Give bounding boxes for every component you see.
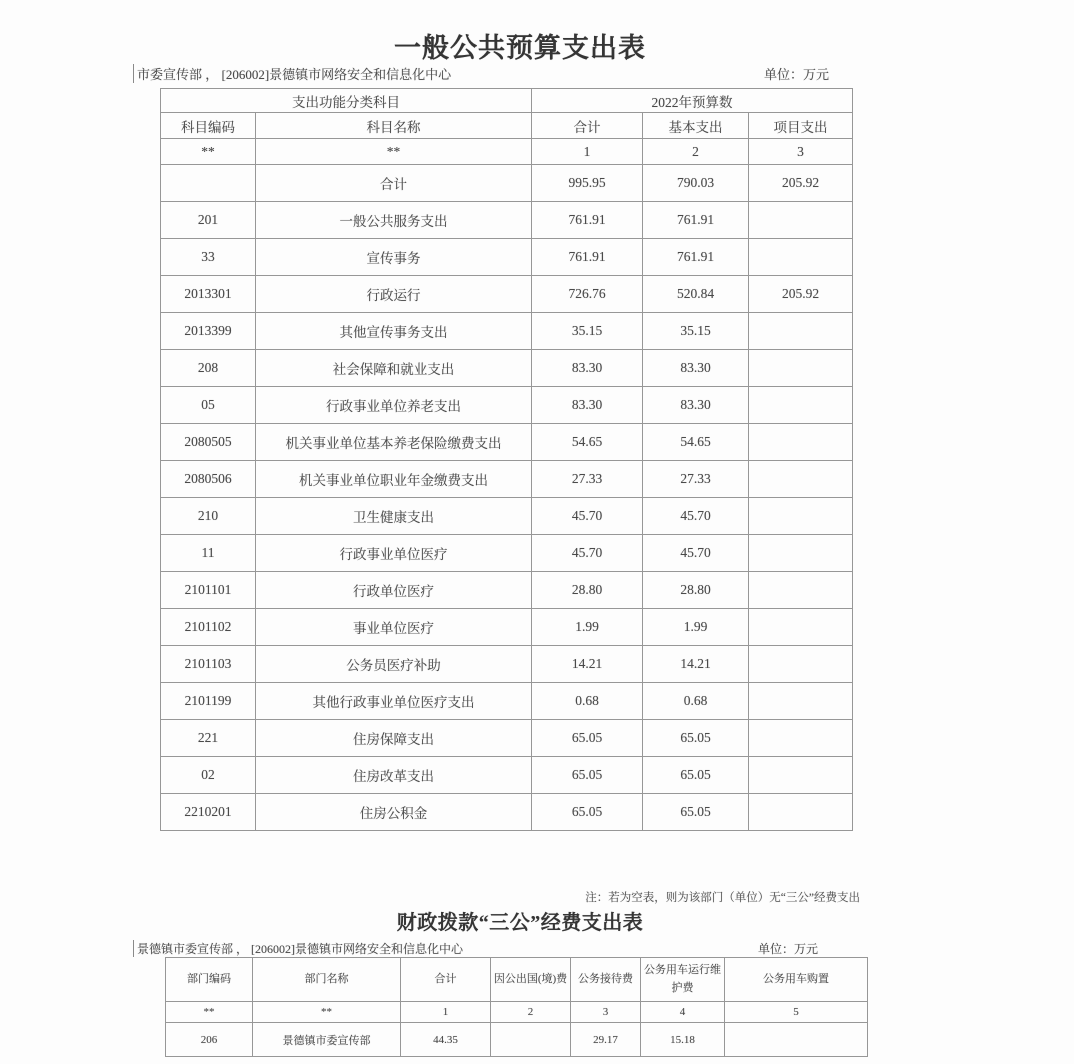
- table-cell: 45.70: [643, 535, 749, 572]
- table-cell: [491, 1023, 571, 1057]
- index-cell: 3: [749, 139, 853, 165]
- table-cell: 35.15: [643, 313, 749, 350]
- table-cell: 1.99: [643, 609, 749, 646]
- col-header-dept-code: 部门编码: [166, 958, 253, 1002]
- table-cell: [749, 609, 853, 646]
- table-cell: 35.15: [532, 313, 643, 350]
- budget-row: [161, 794, 853, 831]
- table-cell: 65.05: [532, 720, 643, 757]
- table-cell: 726.76: [532, 276, 643, 313]
- table1-org-line: 市委宣传部 ， [206002]景德镇市网络安全和信息化中心: [133, 64, 451, 83]
- table-cell: 14.21: [532, 646, 643, 683]
- col-header-basic-expenditure: 基本支出: [643, 113, 749, 139]
- col-header-project-expenditure: 项目支出: [749, 113, 853, 139]
- index-cell: 2: [491, 1002, 571, 1023]
- table-cell: 11: [161, 535, 256, 572]
- table-cell: 208: [161, 350, 256, 387]
- table-cell: 行政运行: [256, 276, 532, 313]
- table-cell: 2080505: [161, 424, 256, 461]
- table-cell: 65.05: [643, 794, 749, 831]
- table-cell: 27.33: [532, 461, 643, 498]
- table-cell: 54.65: [643, 424, 749, 461]
- table1-title: 一般公共预算支出表: [394, 33, 646, 63]
- col-header-subject-name: 科目名称: [256, 113, 532, 139]
- index-cell: 1: [401, 1002, 491, 1023]
- table-cell: 其他行政事业单位医疗支出: [256, 683, 532, 720]
- table-cell: 995.95: [532, 165, 643, 202]
- col-header-abroad-expense: 因公出国(境)费: [491, 958, 571, 1002]
- table-cell: 210: [161, 498, 256, 535]
- table-cell: 行政事业单位医疗: [256, 535, 532, 572]
- budget-row: [161, 239, 853, 276]
- table-cell: [749, 387, 853, 424]
- table-cell: [749, 757, 853, 794]
- table-cell: 201: [161, 202, 256, 239]
- table-cell: [749, 202, 853, 239]
- table-cell: 事业单位医疗: [256, 609, 532, 646]
- budget-row: [161, 165, 853, 202]
- table-cell: 65.05: [532, 794, 643, 831]
- table2-index-row: [166, 1002, 868, 1023]
- table-cell: 761.91: [532, 202, 643, 239]
- table-cell: 2101101: [161, 572, 256, 609]
- table-cell: 45.70: [532, 498, 643, 535]
- table-cell: 54.65: [532, 424, 643, 461]
- table-cell: 其他宣传事务支出: [256, 313, 532, 350]
- col-header-dept-name: 部门名称: [253, 958, 401, 1002]
- table-cell: 65.05: [643, 757, 749, 794]
- budget-row: [161, 461, 853, 498]
- table-cell: 机关事业单位职业年金缴费支出: [256, 461, 532, 498]
- index-cell: **: [161, 139, 256, 165]
- table-cell: 2101199: [161, 683, 256, 720]
- table1-group-header-subject: 支出功能分类科目: [161, 89, 532, 113]
- table-cell: 2013301: [161, 276, 256, 313]
- table-cell: [749, 572, 853, 609]
- table-cell: 宣传事务: [256, 239, 532, 276]
- table-cell: [749, 424, 853, 461]
- table-cell: 83.30: [643, 350, 749, 387]
- table-cell: 2013399: [161, 313, 256, 350]
- table-cell: 0.68: [643, 683, 749, 720]
- table1-column-header-row: [161, 113, 853, 139]
- three-public-expense-table: [165, 957, 868, 1057]
- table-cell: 2210201: [161, 794, 256, 831]
- index-cell: 1: [532, 139, 643, 165]
- table-cell: 761.91: [643, 239, 749, 276]
- budget-row: [161, 646, 853, 683]
- budget-row: [161, 757, 853, 794]
- table1-group-header-budget-2022: 2022年预算数: [532, 89, 853, 113]
- table-cell: 行政事业单位养老支出: [256, 387, 532, 424]
- table-cell: [749, 498, 853, 535]
- table-cell: 机关事业单位基本养老保险缴费支出: [256, 424, 532, 461]
- table1-unit-label: 单位：万元: [764, 67, 830, 82]
- table-cell: 1.99: [532, 609, 643, 646]
- budget-row: [161, 276, 853, 313]
- table-cell: 65.05: [643, 720, 749, 757]
- budget-row: [161, 720, 853, 757]
- budget-row: [161, 572, 853, 609]
- index-cell: 2: [643, 139, 749, 165]
- table-cell: 合计: [256, 165, 532, 202]
- budget-row: [161, 609, 853, 646]
- table-cell: 2101103: [161, 646, 256, 683]
- table-cell: 29.17: [571, 1023, 641, 1057]
- col-header-reception-expense: 公务接待费: [571, 958, 641, 1002]
- table-cell: [749, 350, 853, 387]
- table2-org-line: 景德镇市委宣传部 ， [206002]景德镇市网络安全和信息化中心: [133, 940, 463, 957]
- col-header-total: 合计: [532, 113, 643, 139]
- table-cell: 45.70: [643, 498, 749, 535]
- table-cell: [749, 239, 853, 276]
- table-cell: 790.03: [643, 165, 749, 202]
- table-cell: 27.33: [643, 461, 749, 498]
- table-cell: 住房改革支出: [256, 757, 532, 794]
- department-row: [166, 1023, 868, 1057]
- table-cell: 205.92: [749, 165, 853, 202]
- table-cell: 景德镇市委宣传部: [253, 1023, 401, 1057]
- col-header-vehicle-purchase: 公务用车购置: [725, 958, 868, 1002]
- table-cell: 2101102: [161, 609, 256, 646]
- index-cell: 5: [725, 1002, 868, 1023]
- table-cell: 206: [166, 1023, 253, 1057]
- table1-group-header-row: [161, 89, 853, 113]
- index-cell: **: [166, 1002, 253, 1023]
- table-cell: 02: [161, 757, 256, 794]
- table-cell: [749, 535, 853, 572]
- table-cell: 社会保障和就业支出: [256, 350, 532, 387]
- table-cell: [161, 165, 256, 202]
- table2-title: 财政拨款“三公”经费支出表: [396, 912, 644, 934]
- table-cell: [749, 313, 853, 350]
- table-cell: 520.84: [643, 276, 749, 313]
- table-cell: 行政单位医疗: [256, 572, 532, 609]
- table-cell: 221: [161, 720, 256, 757]
- table-cell: 0.68: [532, 683, 643, 720]
- table-cell: 44.35: [401, 1023, 491, 1057]
- budget-row: [161, 387, 853, 424]
- table-cell: 761.91: [532, 239, 643, 276]
- budget-row: [161, 683, 853, 720]
- general-budget-expenditure-table: [160, 88, 853, 831]
- three-public-empty-note: 注：若为空表，则为该部门（单位）无“三公”经费支出: [585, 892, 860, 904]
- index-cell: **: [256, 139, 532, 165]
- table-cell: 2080506: [161, 461, 256, 498]
- budget-row: [161, 424, 853, 461]
- table-cell: 45.70: [532, 535, 643, 572]
- index-cell: **: [253, 1002, 401, 1023]
- table2-unit-label: 单位：万元: [758, 942, 819, 956]
- table-cell: 28.80: [532, 572, 643, 609]
- budget-row: [161, 350, 853, 387]
- col-header-vehicle-operation-expense: 公务用车运行维护费: [641, 958, 725, 1002]
- table-cell: 卫生健康支出: [256, 498, 532, 535]
- index-cell: 4: [641, 1002, 725, 1023]
- table-cell: 住房公积金: [256, 794, 532, 831]
- table-cell: 05: [161, 387, 256, 424]
- budget-row: [161, 202, 853, 239]
- table-cell: 83.30: [532, 350, 643, 387]
- table-cell: 83.30: [643, 387, 749, 424]
- table-cell: 14.21: [643, 646, 749, 683]
- table1-index-row: [161, 139, 853, 165]
- col-header-subject-code: 科目编码: [161, 113, 256, 139]
- table-cell: [749, 683, 853, 720]
- table2-column-header-row: [166, 958, 868, 1002]
- table-cell: 761.91: [643, 202, 749, 239]
- table-cell: [749, 461, 853, 498]
- table-cell: 一般公共服务支出: [256, 202, 532, 239]
- table-cell: 15.18: [641, 1023, 725, 1057]
- table-cell: [725, 1023, 868, 1057]
- budget-row: [161, 313, 853, 350]
- table-cell: 205.92: [749, 276, 853, 313]
- table-cell: 33: [161, 239, 256, 276]
- budget-row: [161, 498, 853, 535]
- table-cell: 83.30: [532, 387, 643, 424]
- table-cell: [749, 720, 853, 757]
- table-cell: [749, 646, 853, 683]
- index-cell: 3: [571, 1002, 641, 1023]
- table-cell: 住房保障支出: [256, 720, 532, 757]
- table-cell: [749, 794, 853, 831]
- table-cell: 公务员医疗补助: [256, 646, 532, 683]
- col-header-total: 合计: [401, 958, 491, 1002]
- table-cell: 65.05: [532, 757, 643, 794]
- table-cell: 28.80: [643, 572, 749, 609]
- budget-row: [161, 535, 853, 572]
